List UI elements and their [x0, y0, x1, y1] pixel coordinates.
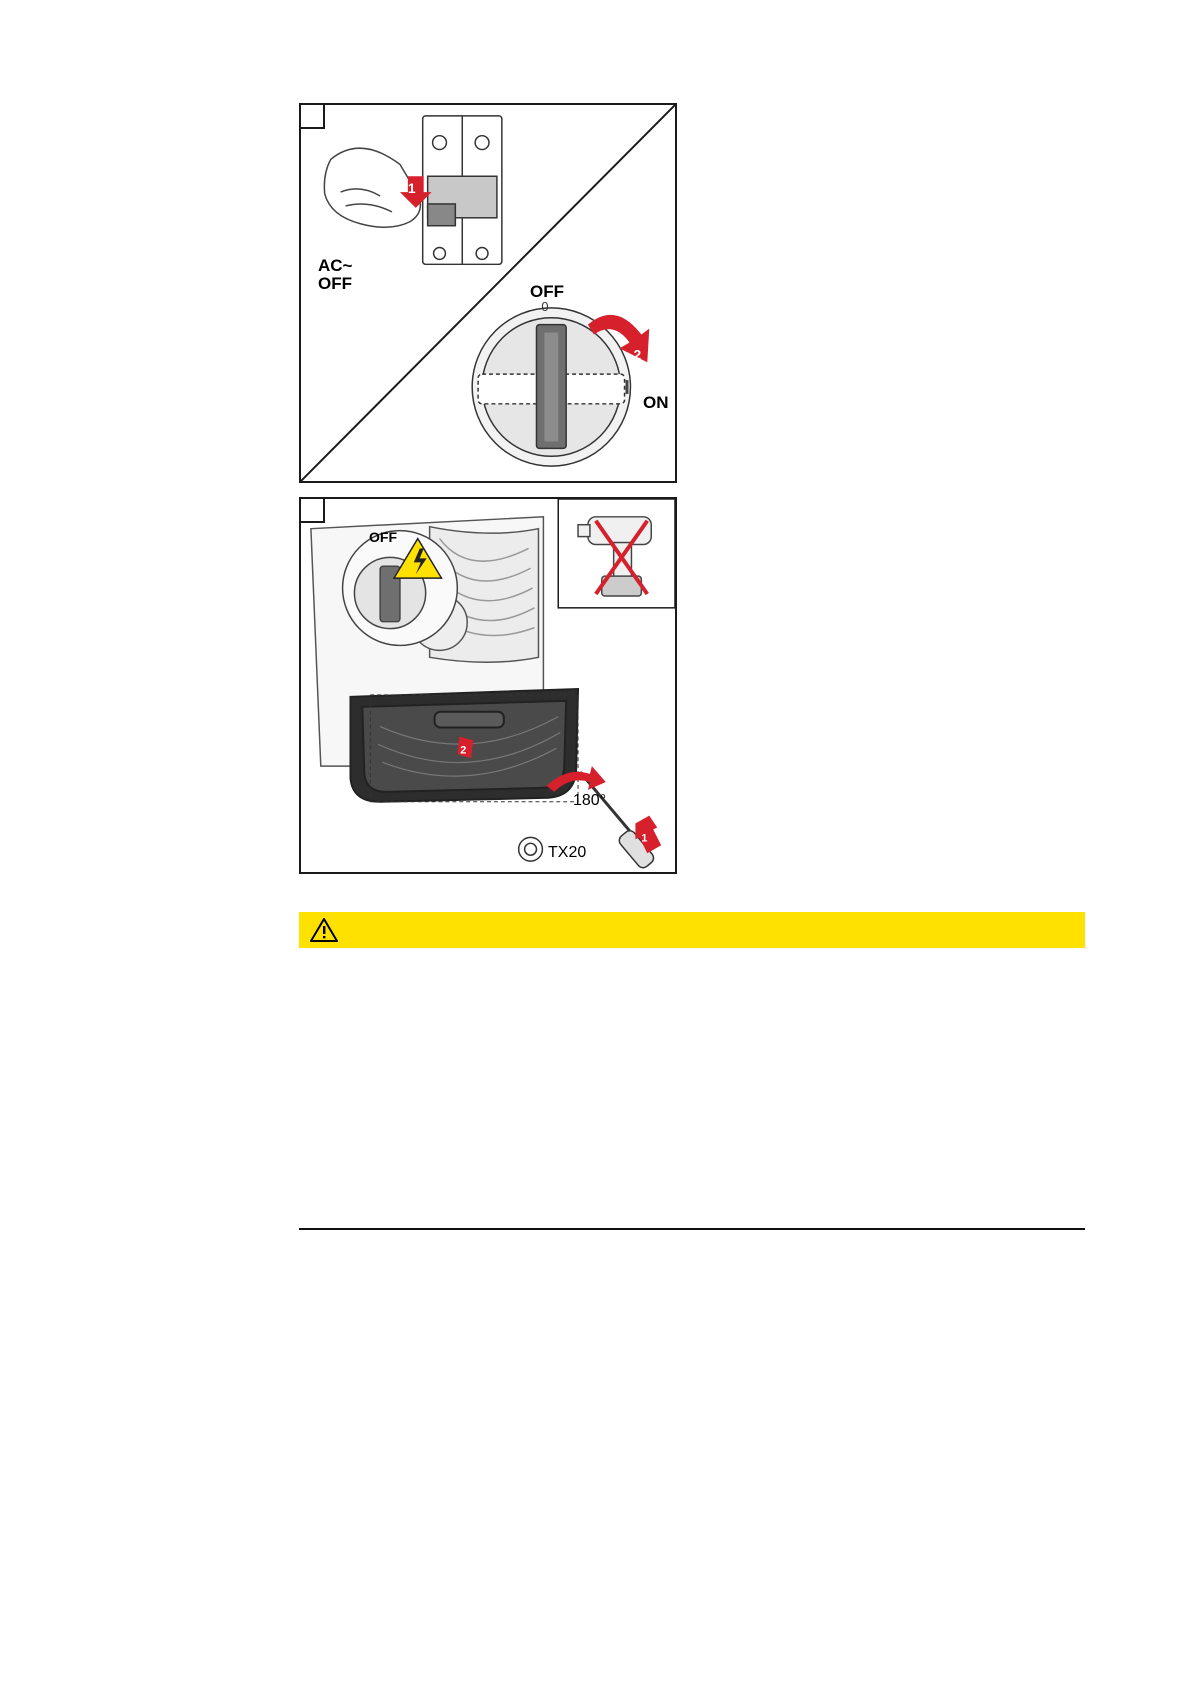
- tool-size-label: TX20: [548, 844, 587, 861]
- switch-on-label: ON: [643, 393, 669, 412]
- step-checkbox-2: [301, 499, 325, 523]
- caution-warning-bar: [299, 912, 1085, 948]
- section-divider: [299, 1228, 1085, 1230]
- figure-2-illustration: [301, 499, 675, 872]
- torx-bit-icon: [519, 837, 543, 861]
- step-2-number-fig2: 2: [460, 744, 467, 757]
- ac-label: AC~: [318, 256, 353, 275]
- step-checkbox-1: [301, 105, 325, 129]
- off-position-mark: 0: [541, 298, 549, 314]
- hand-icon: [324, 148, 420, 227]
- step-1-number-fig2: 1: [641, 832, 648, 845]
- switch-off-label: OFF: [530, 282, 564, 301]
- step-1-number: 1: [407, 180, 416, 197]
- warning-triangle-icon: [309, 917, 339, 943]
- circuit-breaker-icon: [423, 116, 502, 264]
- figure-1-illustration: [301, 105, 675, 481]
- dc-rotary-switch-icon: [472, 308, 630, 466]
- magnified-off-label: OFF: [369, 529, 397, 545]
- on-position-mark: [626, 380, 629, 394]
- figure-ac-off-and-dc-switch: [299, 103, 677, 483]
- magnified-dc-switch-icon: [343, 531, 458, 646]
- ac-off-label: OFF: [318, 274, 352, 293]
- rotation-angle-label: 180°: [573, 792, 607, 809]
- figure-open-cover: [299, 497, 677, 874]
- step-2-number: 2: [633, 346, 642, 363]
